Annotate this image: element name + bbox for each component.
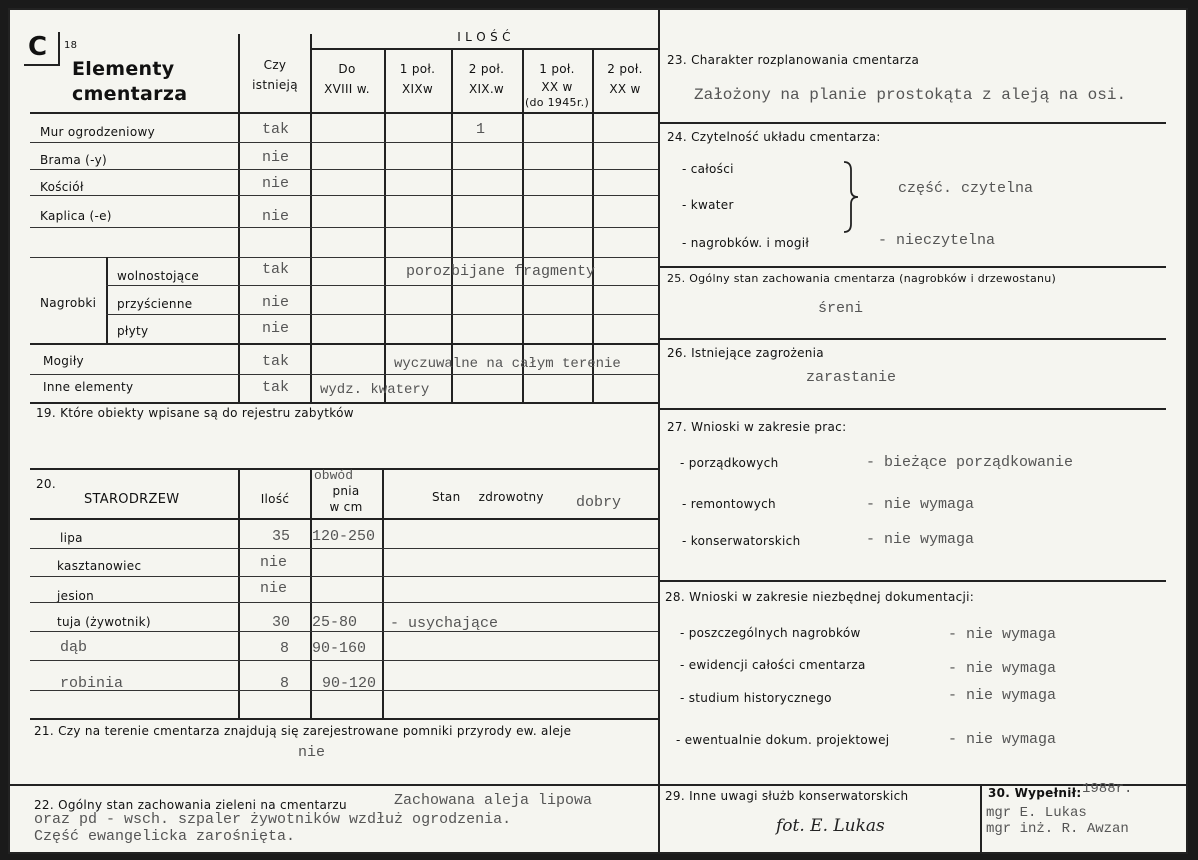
q28-item-0-label: - poszczególnych nagrobków [680, 626, 861, 640]
letter-underline [24, 64, 60, 66]
q30-date: 1988r. [1082, 781, 1133, 797]
q28-item-2-label: - studium historycznego [680, 691, 832, 705]
section-number: 18 [64, 40, 78, 51]
q24-answer2: - nieczytelna [878, 232, 996, 249]
tree-3-count: 30 [272, 614, 291, 631]
period-1-l1: 1 poł. [399, 62, 436, 76]
trees-header-count: Ilość [260, 492, 290, 506]
przysc-exists: nie [262, 294, 290, 311]
tree-2-count: nie [260, 580, 288, 597]
row-line [30, 631, 658, 632]
row-line [30, 112, 658, 114]
tree-3-circ: 25-80 [312, 614, 358, 631]
row-line [30, 576, 658, 577]
q27-item-2-answer: - nie wymaga [866, 531, 975, 548]
q30-name2: mgr inż. R. Awzan [986, 821, 1129, 837]
tree-4-name: dąb [60, 639, 88, 656]
period-1-l2: XIXw [402, 82, 433, 96]
row-line [30, 718, 658, 720]
q23-label: 23. Charakter rozplanowania cmentarza [667, 53, 920, 67]
tree-3-name: tuja (żywotnik) [57, 615, 151, 629]
letter-sideline [58, 32, 60, 65]
row-line [30, 227, 658, 228]
row-line [658, 338, 1166, 340]
nagrobki-label: Nagrobki [40, 296, 97, 310]
q28-item-3-answer: - nie wymaga [948, 731, 1057, 748]
kosciol-label: Kościół [40, 180, 84, 194]
tree-5-name: robinia [60, 675, 124, 692]
q22-label: 22. Ogólny stan zachowania zieleni na cmentarzu [34, 798, 347, 812]
q21-answer: nie [298, 744, 326, 761]
q27-item-2-label: - konserwatorskich [682, 534, 801, 548]
period-3-l1: 1 poł. [539, 62, 575, 76]
q25-label: 25. Ogólny stan zachowania cmentarza (nagrobków i drzewostanu) [667, 272, 1057, 285]
przysc-label: przyścienne [117, 297, 193, 311]
ilosc-header: I L O Ś Ć [457, 30, 511, 44]
q28-label: 28. Wnioski w zakresie niezbędnej dokumentacji: [665, 590, 975, 604]
q28-item-1-label: - ewidencji całości cmentarza [680, 658, 866, 672]
q23-answer: Założony na planie prostokąta z aleją na osi. [694, 86, 1127, 104]
q22-answer3: Część ewangelicka zarośnięta. [34, 828, 296, 845]
kaplica-label: Kaplica (-e) [40, 209, 112, 223]
col-exists-header-1: Czy [263, 58, 287, 72]
mogily-exists: tak [262, 353, 290, 370]
wolno-note: porozbijane fragmenty [406, 263, 596, 280]
q27-item-1-label: - remontowych [682, 497, 776, 511]
period-0-l2: XVIII w. [324, 82, 370, 96]
trees-col-line [382, 468, 384, 720]
row-line [106, 285, 658, 286]
tree-2-name: jesion [57, 589, 95, 603]
tree-4-count: 8 [280, 640, 290, 657]
title-line2: cmentarza [72, 83, 188, 105]
period-2-l1: 2 poł. [468, 62, 505, 76]
q24-answer1: część. czytelna [898, 180, 1034, 197]
inne-note: wydz. kwatery [320, 382, 430, 398]
row-line [30, 343, 658, 345]
q28-item-1-answer: - nie wymaga [948, 660, 1057, 677]
q24-nagrobkow: - nagrobków. i mogił [682, 236, 810, 250]
trees-header-health: Stan zdrowotny [432, 490, 544, 504]
row-line [30, 402, 658, 404]
period-0-l1: Do [338, 62, 356, 76]
q28-item-0-answer: - nie wymaga [948, 626, 1057, 643]
q28-item-2-answer: - nie wymaga [948, 687, 1057, 704]
tree-5-circ: 90-120 [322, 675, 377, 692]
q29-label: 29. Inne uwagi służb konserwatorskich [665, 789, 909, 803]
plyty-label: płyty [117, 324, 149, 338]
q30-divider [980, 784, 982, 852]
q27-item-1-answer: - nie wymaga [866, 496, 975, 513]
row-line [658, 408, 1166, 410]
trees-num: 20. [36, 477, 56, 491]
row-line [30, 195, 658, 196]
row-line [30, 690, 658, 691]
q22-answer2: oraz pd - wsch. szpaler żywotników wzdłuż ogrodzenia. [34, 811, 512, 828]
plyty-exists: nie [262, 320, 290, 337]
mogily-label: Mogiły [43, 354, 84, 368]
q30-label: 30. Wypełnił: [988, 786, 1082, 800]
q27-label: 27. Wnioski w zakresie prac: [667, 420, 847, 434]
mur-exists: tak [262, 121, 290, 138]
period-2-l2: XIX.w [468, 82, 505, 96]
q26-answer: zarastanie [806, 369, 897, 386]
q26-label: 26. Istniejące zagrożenia [667, 346, 824, 360]
wolno-label: wolnostojące [117, 269, 200, 283]
q24-calosci: - całości [682, 162, 734, 176]
q25-answer: śreni [818, 300, 864, 317]
row-line [106, 314, 658, 315]
row-line [30, 602, 658, 603]
inne-label: Inne elementy [43, 380, 134, 394]
period-4-l2: XX w [609, 82, 641, 96]
row-line [30, 374, 658, 375]
q24-kwater: - kwater [682, 198, 734, 212]
main-divider [658, 10, 660, 852]
brace-icon [842, 160, 862, 234]
mur-label: Mur ogrodzeniowy [40, 125, 155, 139]
tree-3-note: - usychające [390, 615, 499, 632]
ilosc-underline [310, 48, 658, 50]
kaplica-exists: nie [262, 208, 290, 225]
q27-item-0-label: - porządkowych [680, 456, 779, 470]
row-line [658, 266, 1166, 268]
period-3-l3: (do 1945r.) [524, 96, 590, 109]
tree-0-circ: 120-250 [312, 528, 376, 545]
tree-4-circ: 90-160 [312, 640, 367, 657]
period-3-l2: XX w [541, 80, 573, 94]
row-line [30, 518, 658, 520]
brama-label: Brama (-y) [40, 153, 107, 167]
row-line [30, 660, 658, 661]
nagrobki-subline [106, 257, 108, 343]
inne-exists: tak [262, 379, 290, 396]
trees-header-name: STARODRZEW [84, 492, 180, 507]
row-line [30, 548, 658, 549]
mogily-note: wyczuwalne na całym terenie [394, 356, 621, 372]
trees-header-circ2: w cm [329, 500, 363, 514]
tree-0-count: 35 [272, 528, 291, 545]
trees-health-value: dobry [576, 494, 622, 511]
tree-0-name: lipa [60, 531, 83, 545]
row-line [658, 580, 1166, 582]
row-line [30, 142, 658, 143]
q22-answer1: Zachowana aleja lipowa [394, 792, 593, 809]
trees-header-circ1: pnia [332, 484, 360, 498]
col-exists-header-2: istnieją [252, 78, 298, 92]
brama-exists: nie [262, 149, 290, 166]
q27-item-0-answer: - bieżące porządkowanie [866, 454, 1074, 471]
kosciol-exists: nie [262, 175, 290, 192]
trees-header-circ-hand: obwód [314, 468, 354, 483]
registration-card [8, 8, 1188, 854]
q30-name1: mgr E. Lukas [986, 805, 1087, 821]
tree-1-count: nie [260, 554, 288, 571]
q19-label: 19. Które obiekty wpisane są do rejestru zabytków [36, 406, 354, 420]
q28-item-3-label: - ewentualnie dokum. projektowej [676, 733, 890, 747]
tree-5-count: 8 [280, 675, 290, 692]
q21-label: 21. Czy na terenie cmentarza znajdują się zarejestrowane pomniki przyrody ew. aleje [34, 724, 572, 738]
title-line1: Elementy [72, 58, 175, 80]
section-letter: C [28, 32, 48, 62]
tree-1-name: kasztanowiec [57, 559, 142, 573]
q29-signature: fot. E. Lukas [776, 816, 885, 836]
row-line [658, 122, 1166, 124]
wolno-exists: tak [262, 261, 290, 278]
row-line [30, 169, 658, 170]
mur-count: 1 [476, 121, 486, 138]
period-4-l1: 2 poł. [607, 62, 643, 76]
q24-label: 24. Czytelność układu cmentarza: [667, 130, 881, 144]
row-line [30, 257, 658, 258]
